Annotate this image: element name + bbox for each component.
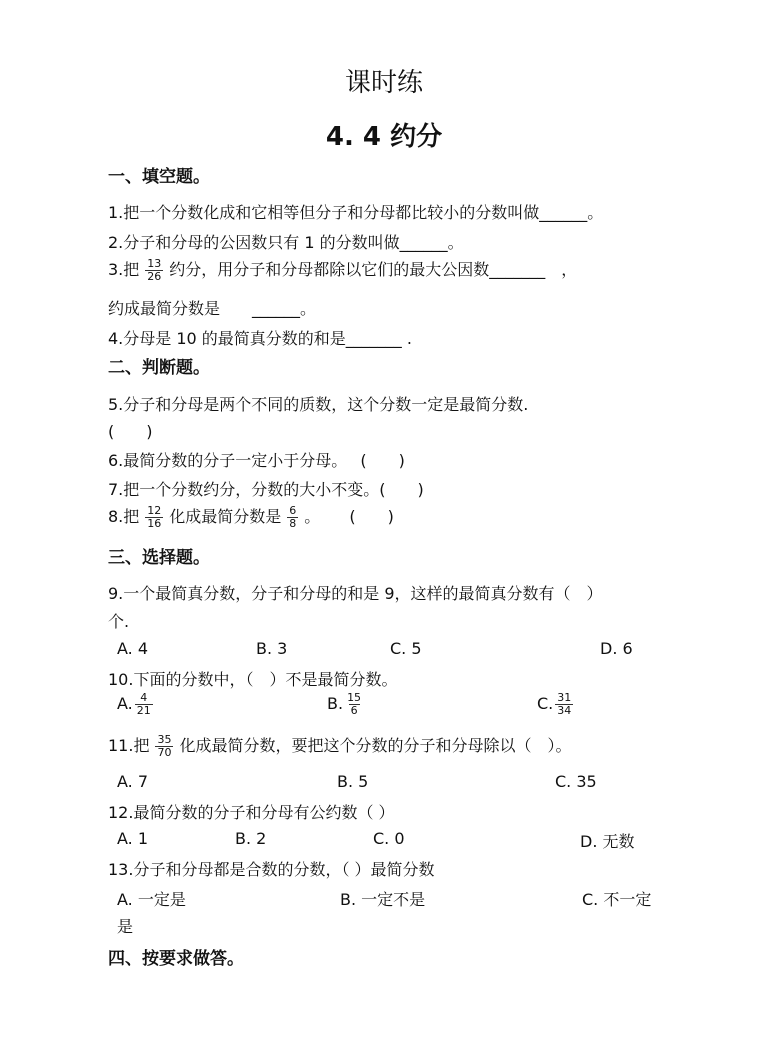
question-11-option-a: A. 7	[117, 772, 149, 791]
fraction-numerator: 12	[147, 504, 162, 517]
question-9-option-b: B. 3	[256, 639, 288, 658]
question-12-option-c: C. 0	[373, 829, 405, 848]
question-12-option-b: B. 2	[235, 829, 267, 848]
fraction-35-70	[155, 734, 173, 759]
question-6: 6.最简分数的分子一定小于分母。 ( )	[108, 451, 405, 470]
fraction-numerator: 35	[157, 733, 172, 746]
question-11-option-c: C. 35	[555, 772, 597, 791]
question-5-answer-bracket: ( )	[108, 422, 153, 441]
option-label: C.	[537, 694, 554, 713]
section-heading-answer-as-required: 四、按要求做答。	[108, 949, 244, 969]
question-10-option-c	[537, 692, 579, 717]
question-3-continued: 约成最简分数是 ______。	[108, 299, 317, 318]
question-5: 5.分子和分母是两个不同的质数，这个分数一定是最简分数.	[108, 395, 529, 414]
fraction-denominator: 26	[147, 270, 162, 283]
option-label: A.	[117, 694, 133, 713]
question-3-text-a: 3.把	[108, 260, 140, 279]
question-9-option-d: D. 6	[600, 639, 633, 658]
page-subtitle: 4. 4 约分	[325, 122, 443, 152]
fraction-31-34	[555, 692, 573, 717]
question-13-option-c-wrap: 是	[117, 917, 134, 936]
fraction-denominator: 21	[136, 704, 151, 717]
question-8-text-a: 8.把	[108, 507, 140, 526]
fraction-numerator: 4	[140, 691, 148, 704]
question-7: 7.把一个分数约分，分数的大小不变。( )	[108, 480, 424, 499]
fraction-numerator: 6	[289, 504, 297, 517]
fraction-denominator: 8	[289, 517, 297, 530]
section-heading-multiple-choice: 三、选择题。	[108, 548, 210, 568]
fraction-numerator: 31	[557, 691, 572, 704]
question-10-option-b	[327, 692, 369, 717]
fraction-12-16	[145, 505, 163, 530]
question-3	[108, 257, 577, 283]
question-9: 9.一个最简真分数，分子和分母的和是 9，这样的最简真分数有（ ）	[108, 584, 603, 603]
question-11-option-b: B. 5	[337, 772, 369, 791]
fraction-6-8	[287, 505, 298, 530]
fraction-4-21	[135, 692, 153, 717]
question-8	[108, 504, 394, 530]
fraction-numerator: 13	[147, 257, 162, 270]
question-13-option-a: A. 一定是	[117, 890, 186, 909]
fraction-denominator: 6	[350, 704, 358, 717]
question-4: 4.分母是 10 的最简真分数的和是_______ .	[108, 329, 412, 348]
fraction-denominator: 16	[147, 517, 162, 530]
question-10-option-a	[117, 692, 159, 717]
question-11-text-a: 11.把	[108, 736, 150, 755]
question-13-option-b: B. 一定不是	[340, 890, 426, 909]
option-label: B.	[327, 694, 344, 713]
question-11	[108, 733, 571, 759]
question-9-option-c: C. 5	[390, 639, 422, 658]
question-3-text-b: 约分，用分子和分母都除以它们的最大公因数_______ ，	[169, 260, 578, 279]
fraction-15-6	[345, 692, 363, 717]
question-12-option-a: A. 1	[117, 829, 149, 848]
question-10: 10.下面的分数中，（ ）不是最简分数。	[108, 670, 398, 689]
question-9-continued: 个.	[108, 612, 130, 631]
question-13-option-c: C. 不一定	[582, 890, 652, 909]
question-12-option-d: D. 无数	[580, 832, 635, 851]
page-title: 课时练	[344, 68, 423, 98]
question-12: 12.最简分数的分子和分母有公约数（ ）	[108, 803, 395, 822]
question-1: 1.把一个分数化成和它相等但分子和分母都比较小的分数叫做______。	[108, 203, 604, 222]
question-2: 2.分子和分母的公因数只有 1 的分数叫做______。	[108, 233, 464, 252]
fraction-denominator: 34	[557, 704, 572, 717]
section-heading-true-false: 二、判断题。	[108, 358, 210, 378]
question-11-text-b: 化成最简分数，要把这个分数的分子和分母除以（ ）。	[179, 736, 572, 755]
fraction-numerator: 15	[347, 691, 362, 704]
question-9-option-a: A. 4	[117, 639, 149, 658]
section-heading-fill-blank: 一、填空题。	[108, 167, 210, 187]
question-8-text-b: 化成最简分数是	[169, 507, 282, 526]
fraction-denominator: 70	[157, 746, 172, 759]
question-8-text-c: 。 ( )	[304, 507, 394, 526]
fraction-13-26	[145, 258, 163, 283]
question-13: 13.分子和分母都是合数的分数，（ ）最简分数	[108, 860, 435, 879]
